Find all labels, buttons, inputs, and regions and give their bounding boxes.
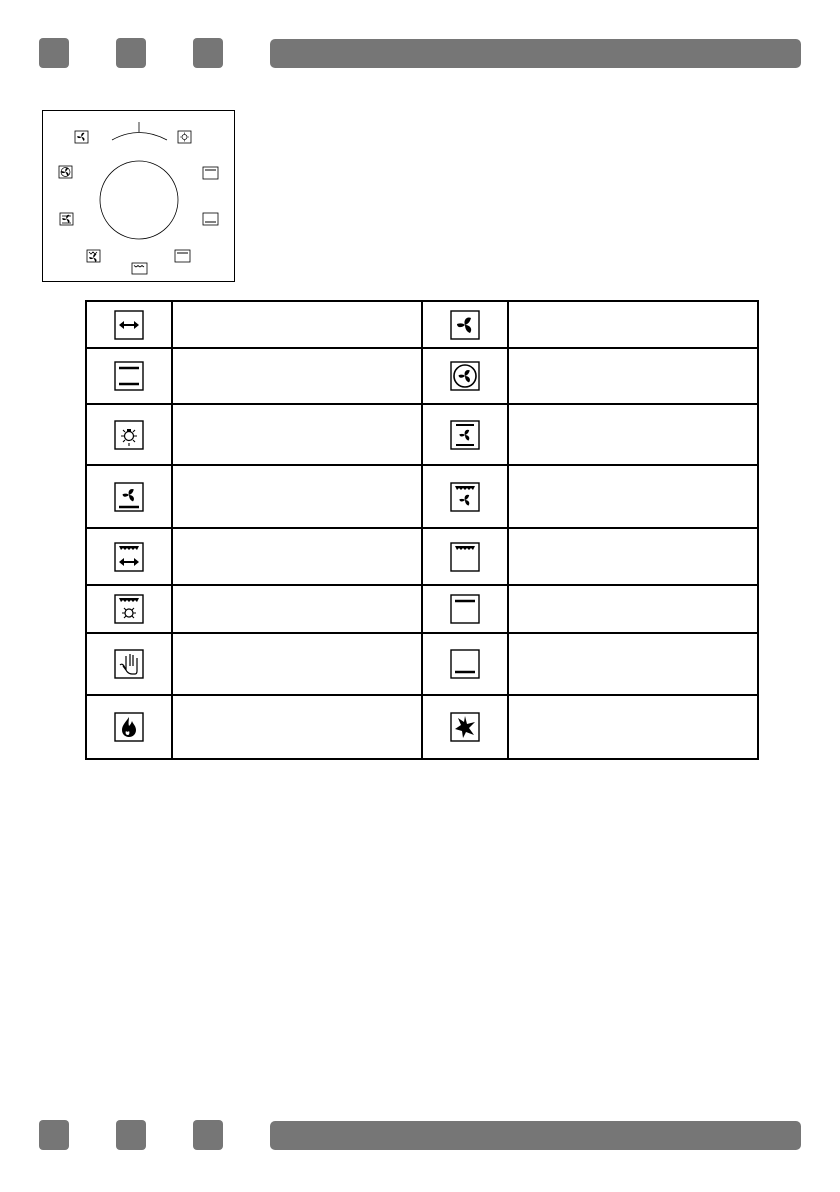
dial-knob	[100, 161, 178, 239]
table-description	[172, 633, 422, 695]
footer-bar	[0, 1120, 840, 1154]
table-description	[508, 528, 758, 585]
table-description	[508, 404, 758, 465]
table-icon-cell	[86, 633, 172, 695]
table-row	[86, 695, 758, 759]
top-heater-icon	[450, 594, 480, 624]
double-arrow-icon	[114, 310, 144, 340]
bottom-fan-icon	[114, 482, 144, 512]
table-icon-cell	[422, 301, 508, 348]
table-icon-cell	[86, 465, 172, 528]
table-icon-cell	[86, 585, 172, 633]
table-icon-cell	[422, 633, 508, 695]
table-icon-cell	[86, 301, 172, 348]
table-row	[86, 404, 758, 465]
table-row	[86, 465, 758, 528]
dial-diagram	[42, 110, 235, 282]
header-title-bar	[270, 39, 801, 68]
grill-arrow-icon	[114, 542, 144, 572]
dial-grill-fan-icon	[87, 250, 100, 262]
dial-fan-icon	[75, 131, 88, 143]
table-description	[508, 465, 758, 528]
star-icon	[450, 712, 480, 742]
table-description	[172, 404, 422, 465]
table-icon-cell	[422, 404, 508, 465]
header-square-3	[193, 38, 223, 68]
table-description	[172, 301, 422, 348]
dial-bottom-heater-icon	[203, 213, 218, 225]
table-row	[86, 301, 758, 348]
table-icon-cell	[86, 528, 172, 585]
header-bar	[0, 38, 840, 72]
footer-square-1	[39, 1120, 69, 1150]
lamp-icon	[114, 420, 144, 450]
table-row	[86, 528, 758, 585]
table-row	[86, 348, 758, 404]
ring-fan-icon	[450, 361, 480, 391]
table-description	[508, 695, 758, 759]
table-description	[508, 348, 758, 404]
footer-title-bar	[270, 1121, 801, 1150]
dial-lamp-icon	[178, 131, 191, 143]
symbol-table	[85, 300, 759, 760]
footer-square-3	[193, 1120, 223, 1150]
top-bottom-fan-icon	[450, 420, 480, 450]
table-row	[86, 633, 758, 695]
table-description	[172, 528, 422, 585]
flame-icon	[114, 712, 144, 742]
header-square-2	[116, 38, 146, 68]
table-row	[86, 585, 758, 633]
table-description	[508, 633, 758, 695]
table-description	[172, 465, 422, 528]
dial-top-heater-icon	[203, 167, 218, 179]
table-icon-cell	[422, 585, 508, 633]
dial-ring-fan-icon	[59, 166, 72, 178]
table-icon-cell	[422, 465, 508, 528]
dial-grill-icon	[132, 263, 147, 274]
table-icon-cell	[86, 348, 172, 404]
dial-top-bottom-heater-icon	[175, 250, 190, 262]
grill-fan-icon	[450, 482, 480, 512]
table-icon-cell	[86, 404, 172, 465]
grill-icon	[450, 542, 480, 572]
table-description	[172, 585, 422, 633]
grill-lamp-icon	[114, 594, 144, 624]
table-description	[508, 585, 758, 633]
fan-icon	[450, 310, 480, 340]
hand-icon	[114, 649, 144, 679]
table-description	[508, 301, 758, 348]
table-icon-cell	[422, 528, 508, 585]
dial-bottom-fan-icon	[60, 213, 73, 225]
header-square-1	[39, 38, 69, 68]
footer-square-2	[116, 1120, 146, 1150]
table-description	[172, 695, 422, 759]
table-icon-cell	[86, 695, 172, 759]
table-description	[172, 348, 422, 404]
top-bottom-heater-icon	[114, 361, 144, 391]
bottom-heater-icon	[450, 649, 480, 679]
table-icon-cell	[422, 695, 508, 759]
table-icon-cell	[422, 348, 508, 404]
